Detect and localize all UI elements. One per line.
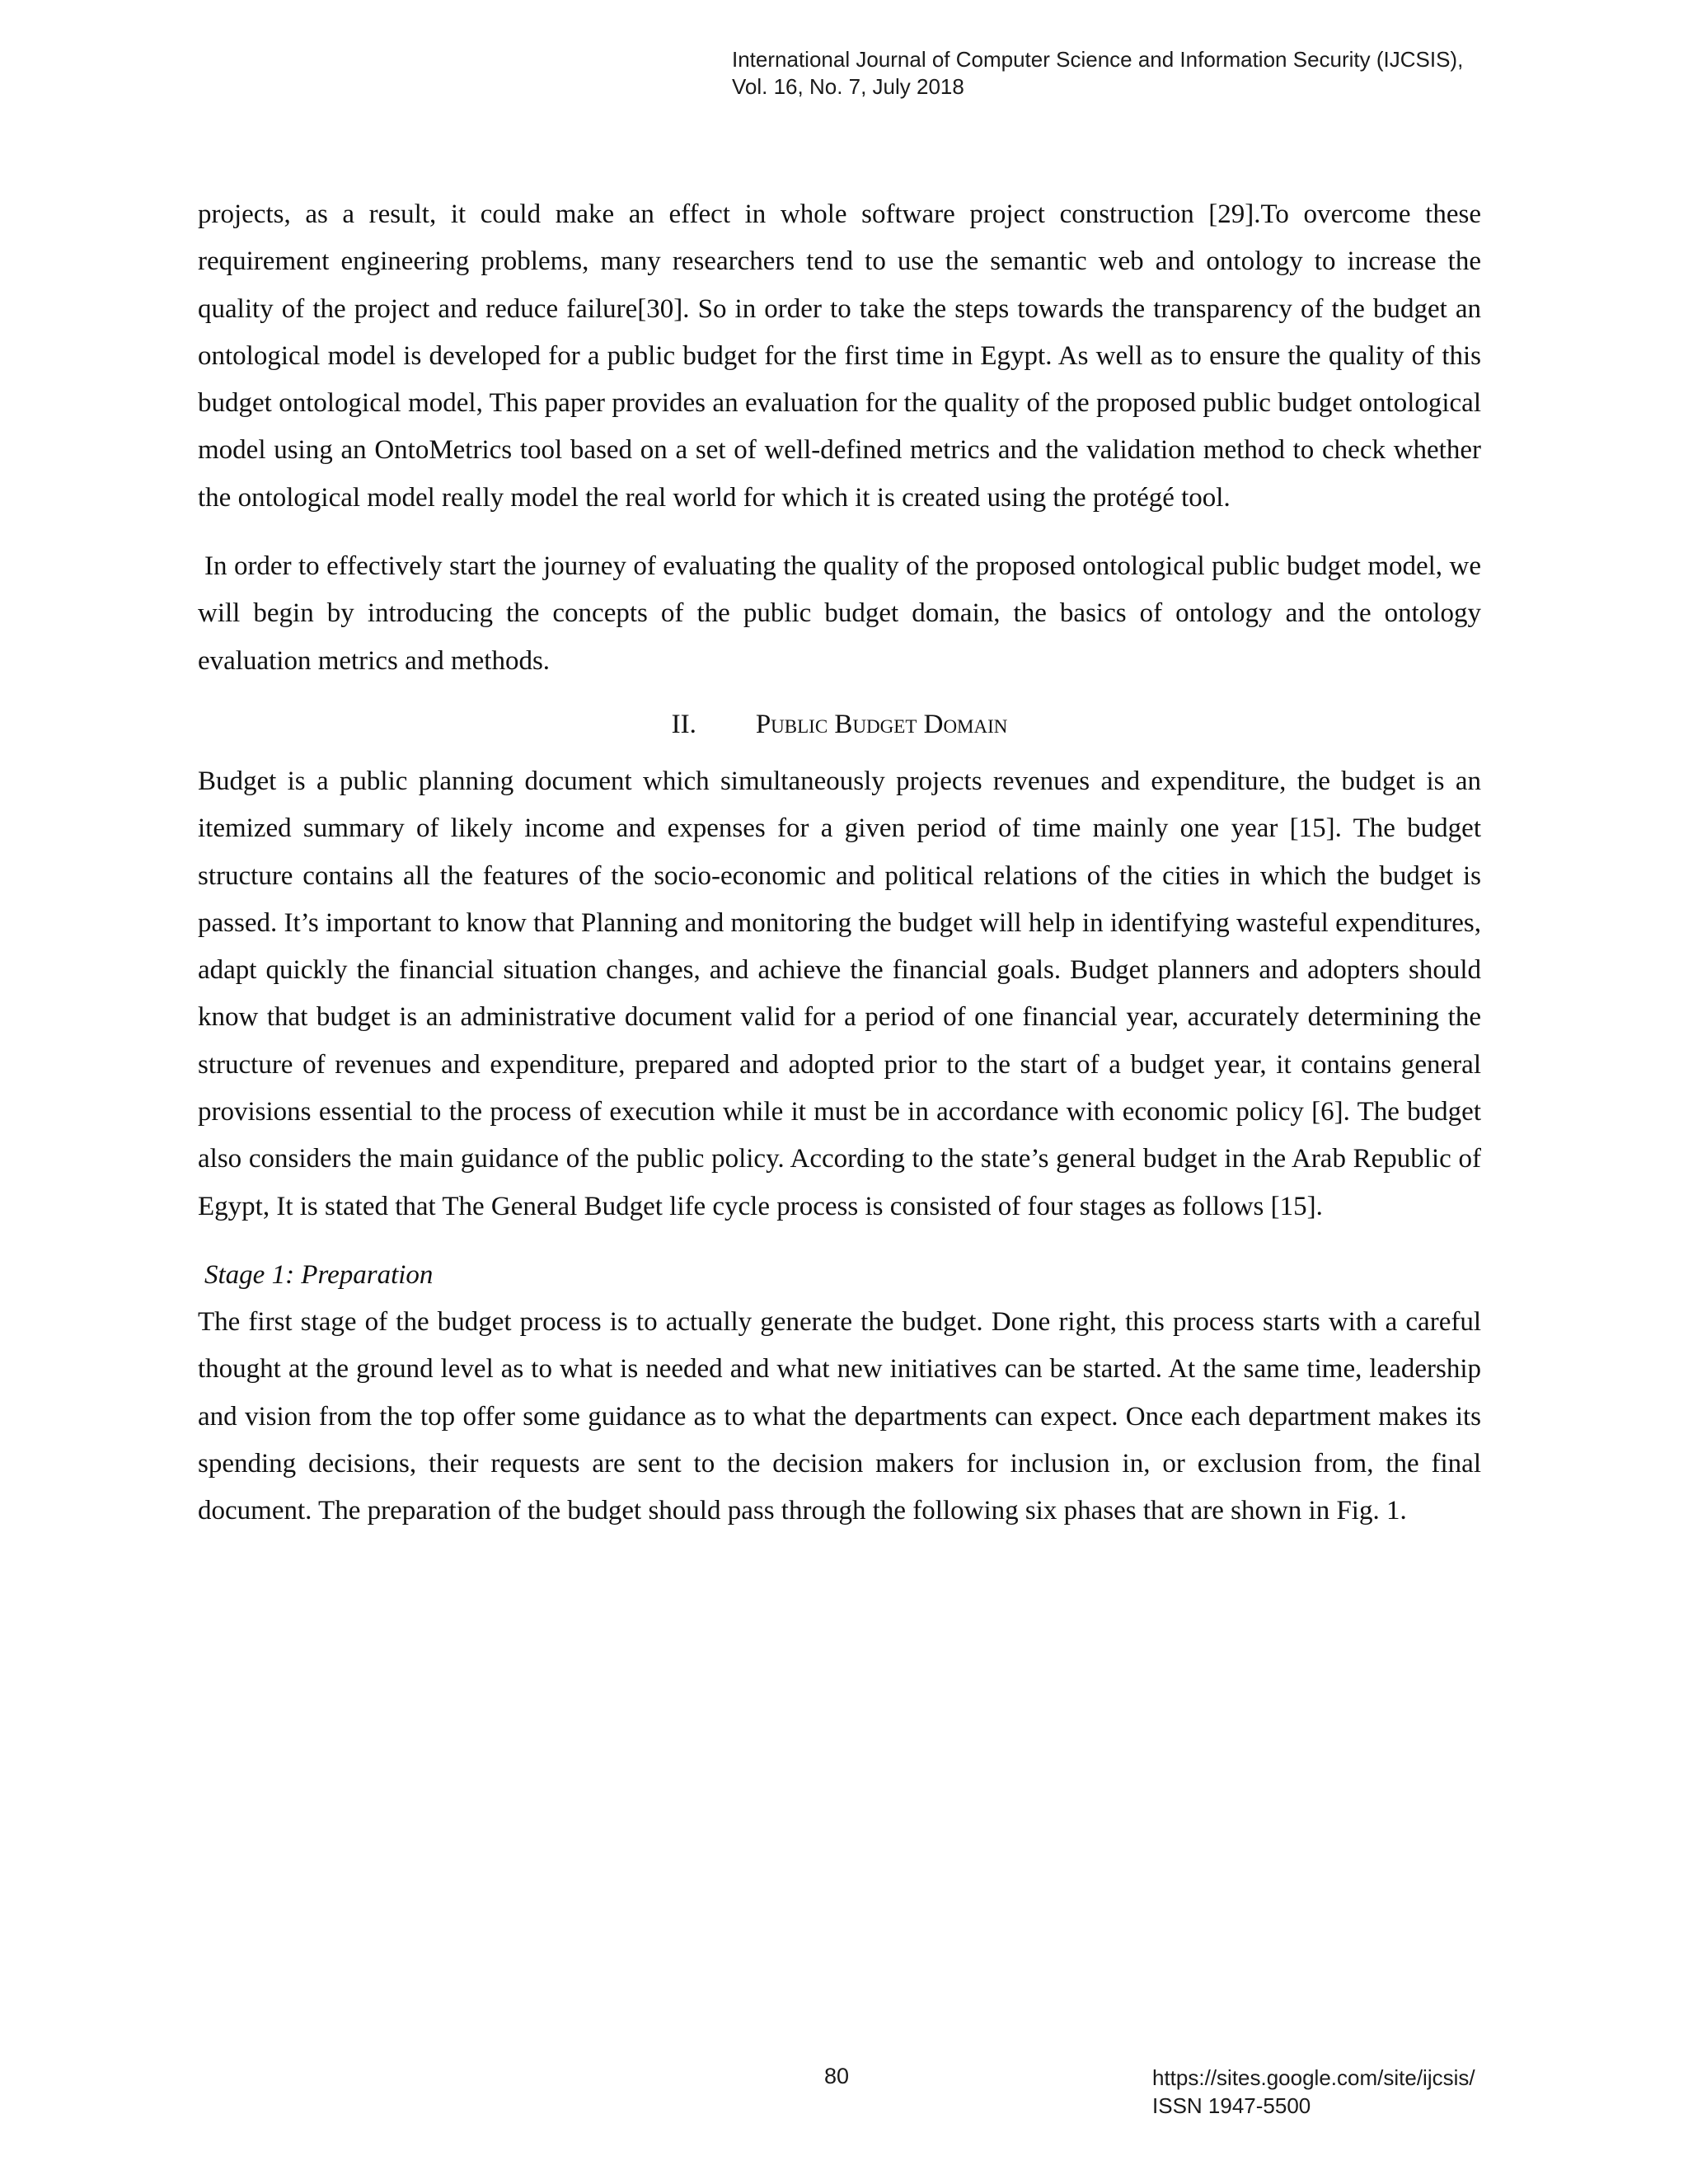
section-number: II. (671, 709, 696, 739)
paragraph-4: The first stage of the budget process is to actually generate the budget. Done right, this process starts with a careful thought at the ground level as to what is needed and what new initiatives can be started. At the same time, leadership and vision from the top offer some guidance as to what the departments can expect. Once each department makes its spending decisions, their requests are sent to the decision makers for inclusion in, or exclusion from, the final document. The preparation of the budget should pass through the following six phases that are shown in Fig. 1. (198, 1306, 1481, 1526)
paragraph-2: In order to effectively start the journey of evaluating the quality of the proposed ontological public budget model, we will begin by introducing the concepts of the public budget domain, the basics of ontology and the ontology evaluation metrics and methods. (198, 551, 1481, 676)
footer-url: https://sites.google.com/site/ijcsis/ (1152, 2065, 1475, 2090)
journal-header-line1: International Journal of Computer Science and Information Security (IJCSIS), (732, 47, 1464, 72)
subsection-heading: Stage 1: Preparation (204, 1259, 434, 1290)
footer-info (1152, 2064, 1475, 2120)
paragraph-3: Budget is a public planning document which simultaneously projects revenues and expenditure, the budget is an itemized summary of likely income and expenses for a given period of time mainly one year [15]. The budget structure contains all the features of the socio-economic and political relations of the cities in which the budget is passed. It’s important to know that Planning and monitoring the budget will help in identifying wasteful expenditures, adapt quickly the financial situation changes, and achieve the financial goals. Budget planners and adopters should know that budget is an administrative document valid for a period of one financial year, accurately determining the structure of revenues and expenditure, prepared and adopted prior to the start of a budget year, it contains general provisions essential to the process of execution while it must be in accordance with economic policy [6]. The budget also considers the main guidance of the public policy. According to the state’s general budget in the Arab Republic of Egypt, It is stated that The General Budget life cycle process is consisted of four stages as follows [15]. (198, 766, 1481, 1221)
paragraph-1: projects, as a result, it could make an effect in whole software project construction [29].To overcome these requirement engineering problems, many researchers tend to use the semantic web and ontology to increase the quality of the project and reduce failure[30]. So in order to take the steps towards the transparency of the budget an ontological model is developed for a public budget for the first time in Egypt. As well as to ensure the quality of this budget ontological model, This paper provides an evaluation for the quality of the proposed public budget ontological model using an OntoMetrics tool based on a set of well-defined metrics and the validation method to check whether the ontological model really model the real world for which it is created using the protégé tool. (198, 199, 1481, 513)
page-number: 80 (824, 2064, 850, 2088)
section-title: Public Budget Domain (755, 709, 1008, 739)
journal-header-line2: Vol. 16, No. 7, July 2018 (732, 74, 964, 99)
article-body (198, 191, 1481, 1535)
footer-issn: ISSN 1947-5500 (1152, 2093, 1311, 2118)
journal-header (732, 46, 1556, 101)
section-heading (198, 701, 1481, 748)
